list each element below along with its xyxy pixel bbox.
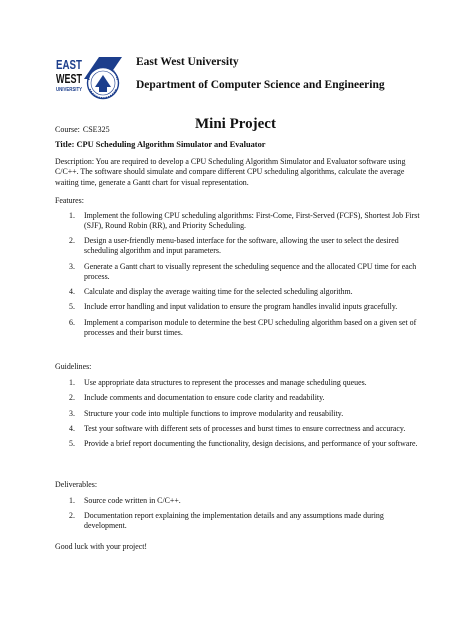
logo-seal-icon: [84, 57, 122, 99]
item-text: Implement a comparison module to determine the best CPU scheduling algorithm based on a given set of processes and their burst times.: [84, 317, 417, 337]
item-text: Test your software with different sets of processes and burst times to ensure correctness and accuracy.: [84, 423, 406, 433]
item-text: Include comments and documentation to ensure code clarity and readability.: [84, 393, 325, 403]
deliverables-list: [55, 496, 421, 537]
list-item: [55, 302, 421, 312]
item-text: Design a user-friendly menu-based interface for the software, allowing the user to select the desired scheduling algorithm and input parameters.: [84, 236, 399, 256]
list-item: [55, 439, 421, 449]
list-item: [55, 496, 421, 506]
item-number: 2.: [69, 393, 75, 403]
item-number: 3.: [69, 261, 75, 271]
list-item: [55, 287, 421, 297]
item-number: 4.: [69, 287, 75, 297]
item-text: Include error handling and input validation to ensure the program handles invalid inputs gracefully.: [84, 302, 398, 312]
course-label: Course:: [55, 125, 80, 134]
item-number: 2.: [69, 236, 75, 246]
features-list: [55, 211, 421, 343]
features-heading: Features:: [55, 196, 84, 205]
project-title: Title: CPU Scheduling Algorithm Simulator and Evaluator: [55, 140, 266, 149]
item-text: Generate a Gantt chart to visually represent the scheduling sequence and the allocated CPU time for each process.: [84, 261, 417, 281]
item-text: Calculate and display the average waiting time for the selected scheduling algorithm.: [84, 287, 353, 297]
item-text: Source code written in C/C++.: [84, 496, 181, 505]
logo-university-text: UNIVERSITY: [56, 87, 83, 93]
university-logo: [55, 55, 123, 101]
guidelines-list: [55, 378, 421, 454]
logo-west-text: WEST: [56, 71, 83, 86]
item-number: 1.: [69, 378, 75, 387]
deliverables-heading: Deliverables:: [55, 480, 98, 489]
item-number: 5.: [69, 439, 75, 449]
item-text: Provide a brief report documenting the functionality, design decisions, and performance of your software.: [84, 439, 418, 449]
item-text: Structure your code into multiple functions to improve modularity and reusability.: [84, 408, 344, 418]
list-item: [55, 262, 421, 282]
list-item: [55, 211, 421, 231]
guidelines-heading: Guidelines:: [55, 362, 92, 371]
logo-east-text: EAST: [56, 57, 83, 72]
item-text: Use appropriate data structures to represent the processes and manage scheduling queues.: [84, 378, 367, 387]
department-name: Department of Computer Science and Engineering: [136, 79, 385, 91]
list-item: [55, 236, 421, 256]
list-item: [55, 409, 421, 419]
item-text: Implement the following CPU scheduling algorithms: First-Come, First-Served (FCFS), Shortest Job First (SJF), Round Robin (RR), and Priority Scheduling.: [84, 211, 420, 231]
list-item: [55, 318, 421, 338]
item-number: 4.: [69, 423, 75, 433]
item-number: 5.: [69, 302, 75, 312]
item-number: 2.: [69, 511, 75, 521]
university-name: East West University: [136, 56, 239, 68]
item-text: Documentation report explaining the implementation details and any assumptions made during development.: [84, 511, 384, 531]
list-item: [55, 511, 421, 531]
project-description: Description: You are required to develop a CPU Scheduling Algorithm Simulator and Evaluator software using C/C++. The software should simulate and compare different CPU scheduling algorithms, calculate the average waiting time, generate a Gantt chart for visual representation.: [55, 157, 406, 187]
list-item: [55, 393, 421, 403]
list-item: [55, 424, 421, 434]
item-number: 6.: [69, 317, 75, 327]
closing-line: Good luck with your project!: [55, 542, 148, 551]
course-code: CSE325: [82, 125, 110, 134]
course-info: [55, 125, 113, 134]
item-number: 1.: [69, 211, 75, 220]
document-title: Mini Project: [195, 116, 276, 132]
item-number: 3.: [69, 408, 75, 418]
item-number: 1.: [69, 496, 75, 505]
list-item: [55, 378, 421, 388]
